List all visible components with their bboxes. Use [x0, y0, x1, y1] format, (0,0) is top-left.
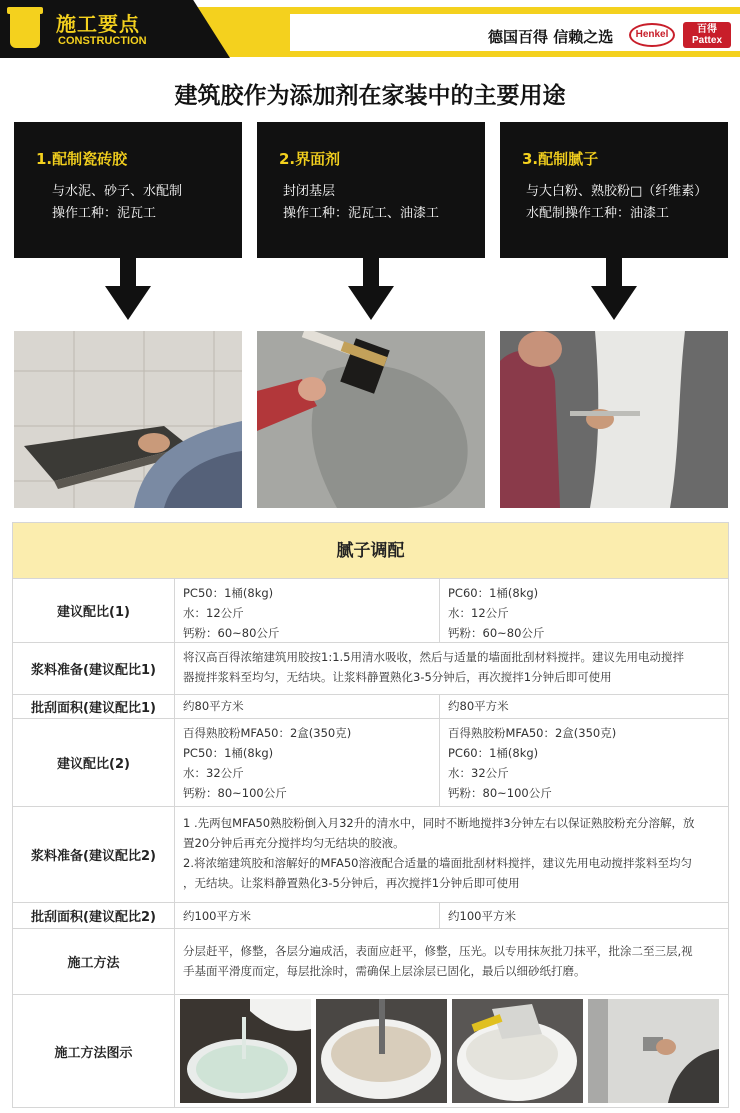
use-title: 2.界面剂 [279, 150, 341, 168]
header-title: 施工要点 [56, 12, 140, 36]
prep-line: ，无结块。让浆料静置熟化3-5分钟后，再次搅拌1分钟后即可使用 [183, 876, 520, 890]
prep1-text [175, 643, 728, 694]
photo-tile-adhesive [14, 331, 242, 508]
ratio-line: PC50：1桶(8kg) [183, 746, 274, 760]
page-header [0, 0, 740, 58]
ratio-line: 百得熟胶粉MFA50：2盒(350克) [183, 726, 352, 740]
bucket-icon [10, 10, 40, 48]
table-row-method [13, 929, 728, 995]
brand-slogan: 德国百得 信赖之选 [488, 28, 614, 46]
row-label: 浆料准备(建议配比1) [13, 643, 175, 694]
table-title: 腻子调配 [13, 523, 728, 579]
down-arrow-icon [589, 258, 639, 322]
prep-line: 1 .先两包MFA50熟胶粉倒入月32升的清水中，同时不断地搅拌3分钟左右以保证熟胶粉充分溶解，放 [183, 816, 695, 830]
pattex-logo-text: Pattex [691, 35, 722, 46]
pattex-logo [683, 22, 731, 48]
row-label: 建议配比(1) [13, 579, 175, 642]
area2-right: 约100平方米 [448, 909, 516, 923]
ratio-line: 钙粉：80~100公斤 [183, 786, 287, 800]
down-arrow-icon [346, 258, 396, 322]
use-line: 与大白粉、熟胶粉□（纤维素） [526, 184, 708, 199]
header-subtitle: CONSTRUCTION [58, 35, 147, 47]
table-row-illustration [13, 995, 728, 1107]
area1-right: 约80平方米 [448, 699, 509, 713]
row-label: 施工方法 [13, 929, 175, 994]
area2-left: 约100平方米 [175, 903, 440, 928]
prep-line: 器搅拌浆料至均匀，无结块。让浆料静置熟化3-5分钟后，再次搅拌1分钟后即可使用 [183, 670, 612, 684]
table-row-ratio1 [13, 579, 728, 643]
use-box-putty [500, 122, 728, 258]
down-arrow-icon [103, 258, 153, 322]
row-label: 批刮面积(建议配比2) [13, 903, 175, 928]
ratio-line: 水：12公斤 [448, 606, 509, 620]
use-line: 封闭基层 [283, 184, 336, 199]
ratio1-right [440, 579, 728, 642]
illus-apply-wall [588, 999, 719, 1103]
ratio-line: 钙粉：60~80公斤 [183, 626, 280, 640]
use-title: 1.配制瓷砖胶 [36, 150, 128, 168]
henkel-logo: Henkel [629, 23, 675, 47]
method-line: 手基面平滑度而定，每层批涂时，需确保上层涂层已固化，最后以细砂纸打磨。 [183, 964, 586, 978]
area1-left: 约80平方米 [175, 695, 440, 718]
prep-line: 置20分钟后再充分搅拌均匀无结块的胶液。 [183, 836, 405, 850]
prep-line: 将汉高百得浓缩建筑用胶按1:1.5用清水吸收，然后与适量的墙面批刮材料搅拌。建议先用电动搅拌 [183, 650, 684, 664]
ratio-line: 钙粉：80~100公斤 [448, 786, 552, 800]
method-illustrations [175, 995, 728, 1107]
use-line: 与水泥、砂子、水配制 [52, 184, 183, 199]
ratio-line: 水：12公斤 [183, 606, 244, 620]
prep2-text [175, 807, 728, 902]
illus-stir-mixture [316, 999, 447, 1103]
use-line: 操作工种：泥瓦工 [52, 206, 157, 221]
row-label: 建议配比(2) [13, 719, 175, 806]
ratio-line: 钙粉：60~80公斤 [448, 626, 545, 640]
ratio-line: 百得熟胶粉MFA50：2盒(350克) [448, 726, 617, 740]
putty-mix-table [12, 522, 729, 1108]
row-label: 浆料准备(建议配比2) [13, 807, 175, 902]
pattex-logo-cn: 百得 [697, 24, 717, 35]
use-box-tile-adhesive [14, 122, 242, 258]
ratio-line: 水：32公斤 [448, 766, 509, 780]
ratio2-right [440, 719, 728, 806]
method-line: 分层赶平，修整，各层分遍成活，表面应赶平，修整，压光。以专用抹灰批刀抹平，批涂二至三层,视 [183, 944, 693, 958]
illus-pour-liquid [180, 999, 311, 1103]
photo-putty [500, 331, 728, 508]
ratio-line: PC60：1桶(8kg) [448, 746, 539, 760]
table-row-prep2 [13, 807, 728, 903]
table-row-prep1 [13, 643, 728, 695]
table-row-ratio2 [13, 719, 728, 807]
ratio-line: 水：32公斤 [183, 766, 244, 780]
use-line: 水配制操作工种：油漆工 [526, 206, 670, 221]
table-row-area2 [13, 903, 728, 929]
method-text [175, 929, 728, 994]
ratio1-left [175, 579, 440, 642]
use-line: 操作工种：泥瓦工、油漆工 [283, 206, 440, 221]
ratio-line: PC50：1桶(8kg) [183, 586, 274, 600]
photo-interface-agent [257, 331, 485, 508]
prep-line: 2.将浓缩建筑胶和溶解好的MFA50溶液配合适量的墙面批刮材料搅拌，建议先用电动搅拌浆料至均匀 [183, 856, 692, 870]
row-label: 批刮面积(建议配比1) [13, 695, 175, 718]
row-label: 施工方法图示 [13, 995, 175, 1107]
illus-scoop-putty [452, 999, 583, 1103]
ratio-line: PC60：1桶(8kg) [448, 586, 539, 600]
table-row-area1 [13, 695, 728, 719]
use-title: 3.配制腻子 [522, 150, 599, 168]
page-title: 建筑胶作为添加剂在家装中的主要用途 [174, 83, 566, 109]
use-box-interface-agent [257, 122, 485, 258]
ratio2-left [175, 719, 440, 806]
